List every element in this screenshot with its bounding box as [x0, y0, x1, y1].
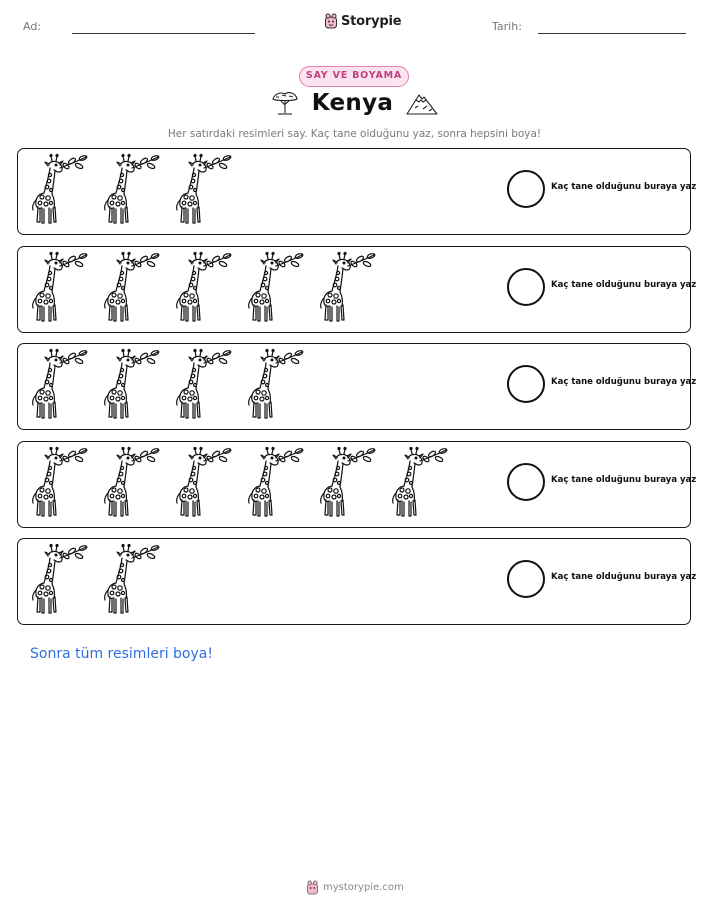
giraffe-icon[interactable] [30, 153, 88, 225]
giraffe-icon[interactable] [30, 446, 88, 518]
giraffe-icon[interactable] [174, 251, 232, 323]
giraffe-icon[interactable] [318, 251, 376, 323]
giraffe-group [30, 543, 160, 615]
giraffe-icon[interactable] [246, 446, 304, 518]
giraffe-group [30, 251, 376, 323]
giraffe-icon[interactable] [30, 348, 88, 420]
giraffe-icon[interactable] [174, 153, 232, 225]
giraffe-icon[interactable] [102, 543, 160, 615]
storypie-logo-icon [306, 880, 319, 895]
count-row-4 [17, 441, 697, 528]
footer-url: mystorypie.com [323, 882, 404, 893]
giraffe-icon[interactable] [102, 446, 160, 518]
giraffe-group [30, 446, 448, 518]
giraffe-icon[interactable] [30, 543, 88, 615]
giraffe-icon[interactable] [30, 251, 88, 323]
date-line [538, 33, 686, 34]
answer-circle[interactable] [507, 463, 545, 501]
giraffe-icon[interactable] [318, 446, 376, 518]
giraffe-icon[interactable] [174, 348, 232, 420]
giraffe-group [30, 348, 304, 420]
giraffe-icon[interactable] [246, 348, 304, 420]
name-line [72, 33, 255, 34]
answer-label: Kaç tane olduğunu buraya yaz [551, 377, 697, 387]
answer-label: Kaç tane olduğunu buraya yaz [551, 572, 697, 582]
count-row-5 [17, 538, 697, 625]
mountain-icon [405, 90, 439, 116]
footer [306, 880, 404, 895]
answer-label: Kaç tane olduğunu buraya yaz [551, 475, 697, 485]
giraffe-icon[interactable] [102, 348, 160, 420]
storypie-logo-icon [324, 13, 338, 29]
acacia-tree-icon [270, 90, 300, 116]
coloring-note: Sonra tüm resimleri boya! [30, 646, 213, 662]
giraffe-icon[interactable] [102, 251, 160, 323]
count-row-3 [17, 343, 697, 430]
giraffe-group [30, 153, 232, 225]
title-row [0, 90, 709, 116]
brand-name: Storypie [341, 13, 402, 29]
answer-circle[interactable] [507, 560, 545, 598]
giraffe-icon[interactable] [174, 446, 232, 518]
answer-label: Kaç tane olduğunu buraya yaz [551, 182, 697, 192]
name-label: Ad: [23, 20, 42, 33]
instructions: Her satırdaki resimleri say. Kaç tane olduğunu yaz, sonra hepsini boya! [167, 128, 542, 140]
count-row-1 [17, 148, 697, 235]
giraffe-icon[interactable] [390, 446, 448, 518]
date-label: Tarih: [492, 20, 522, 33]
answer-label: Kaç tane olduğunu buraya yaz [551, 280, 697, 290]
activity-badge: SAY VE BOYAMA [299, 66, 409, 87]
storypie-logo [324, 13, 401, 29]
answer-circle[interactable] [507, 268, 545, 306]
answer-circle[interactable] [507, 170, 545, 208]
answer-circle[interactable] [507, 365, 545, 403]
page-title: Kenya [311, 90, 394, 116]
count-row-2 [17, 246, 697, 333]
giraffe-icon[interactable] [246, 251, 304, 323]
giraffe-icon[interactable] [102, 153, 160, 225]
